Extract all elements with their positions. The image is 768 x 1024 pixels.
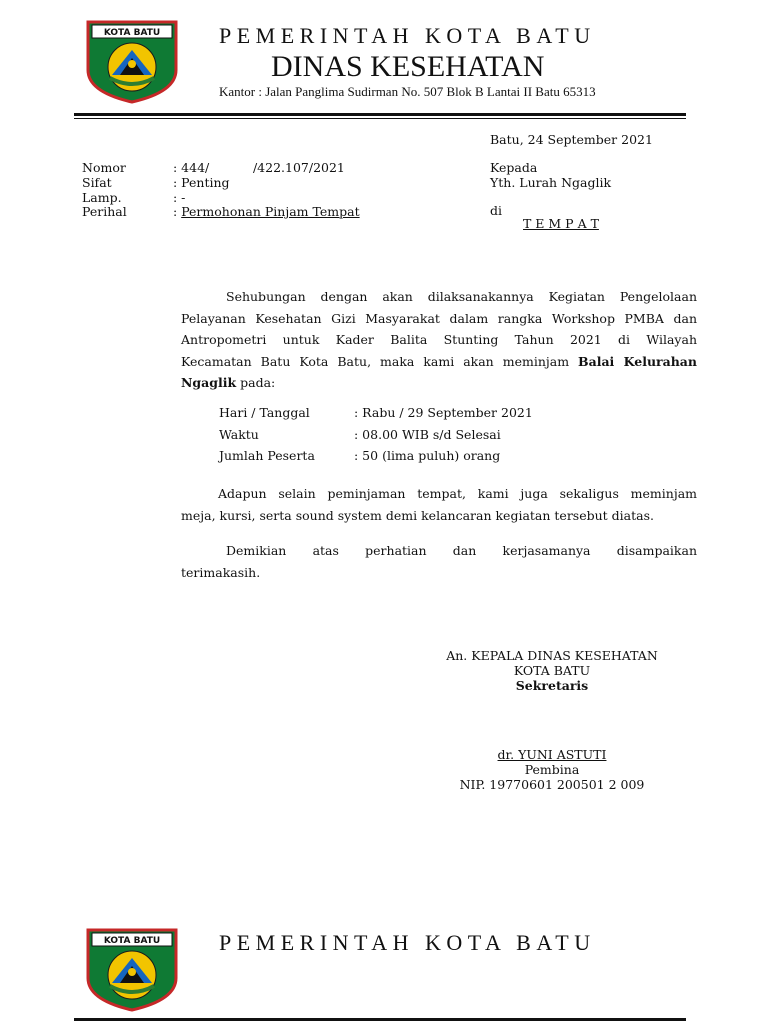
signatory-name: dr. YUNI ASTUTI <box>497 747 607 762</box>
letterhead-rule-thin <box>74 118 686 119</box>
letter-date: Batu, 24 September 2021 <box>490 132 653 147</box>
letterhead-rule-thick <box>74 113 686 116</box>
signatory-rank: Pembina <box>524 762 580 777</box>
signature-title-1: An. KEPALA DINAS KESEHATAN <box>446 648 658 663</box>
footer-rule <box>74 1018 686 1021</box>
city-emblem <box>86 928 178 1012</box>
city-emblem <box>86 20 178 104</box>
body-paragraph-1: Sehubungan dengan akan dilaksanakannya Kegiatan Pengelolaan Pelayanan Kesehatan Gizi Masyarakat dalam rangka Workshop PMBA dan Antropometri untuk Kader Balita Stunting Tahun 2021 di Wilayah Kecamatan Batu Kota Batu, maka kami akan meminjam Balai Kelurahan Ngaglik pada: <box>181 289 697 390</box>
agency-title: DINAS KESEHATAN <box>271 50 545 83</box>
svg-text:KOTA BATU: KOTA BATU <box>103 28 161 38</box>
recipient-place: T E M P A T <box>523 216 599 231</box>
signature-title-2: KOTA BATU <box>513 663 591 678</box>
signatory-nip: NIP. 19770601 200501 2 009 <box>459 777 645 792</box>
office-address: Kantor : Jalan Panglima Sudirman No. 507 Blok B Lantai II Batu 65313 <box>219 84 596 99</box>
svg-text:KOTA BATU: KOTA BATU <box>103 936 161 946</box>
subject-text: Permohonan Pinjam Tempat <box>181 204 360 219</box>
signature-block <box>432 648 672 792</box>
government-title: PEMERINTAH KOTA BATU <box>219 23 596 48</box>
footer-government-title: PEMERINTAH KOTA BATU <box>219 930 596 955</box>
body-paragraph-3: Demikian atas perhatian dan kerjasamanya disampaikan terimakasih. <box>181 543 697 580</box>
recipient-name: Yth. Lurah Ngaglik <box>490 175 612 190</box>
recipient-at: di <box>490 203 502 218</box>
recipient-to: Kepada <box>490 160 538 175</box>
signature-role: Sekretaris <box>515 678 589 693</box>
body-paragraph-2: Adapun selain peminjaman tempat, kami juga sekaligus meminjam meja, kursi, serta sound system demi kelancaran kegiatan tersebut diatas. <box>181 486 697 523</box>
